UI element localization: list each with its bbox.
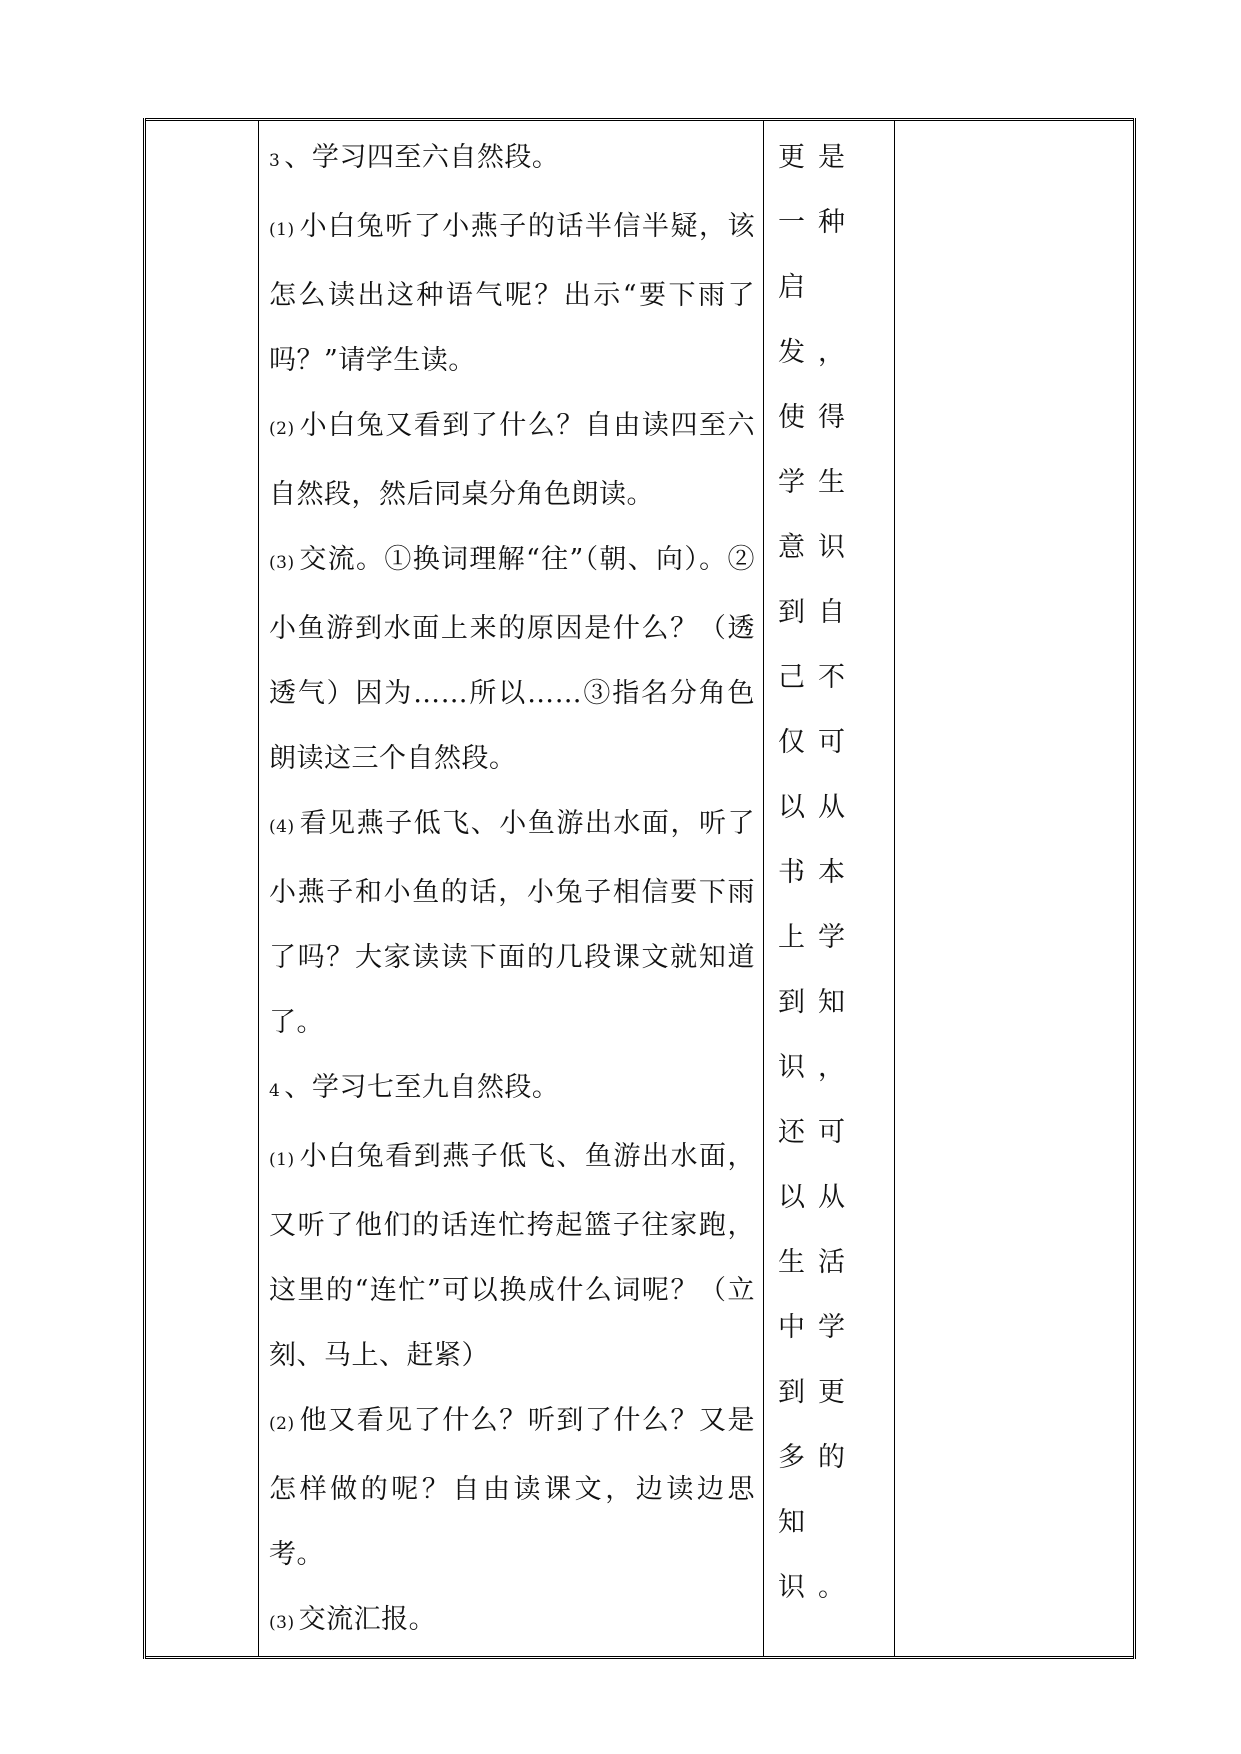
- design-intent-text: 更是一种启发，使得学生意识到自己不仅可以从书本上学到知识，还可以从生活中学到更多的知识。: [778, 142, 858, 1603]
- paragraph-text: 小白兔听了小燕子的话半信半疑，该怎么读出这种语气呢？出示“要下雨了吗？”请学生读。: [269, 211, 755, 376]
- paragraph: [269, 1055, 755, 1124]
- paragraph: [269, 791, 755, 1055]
- item-number: (1): [269, 1150, 295, 1170]
- paragraph-text: 、学习七至九自然段。: [284, 1072, 560, 1103]
- table-row: [145, 120, 1135, 1658]
- paragraph-text: 他又看见了什么？听到了什么？又是怎样做的呢？自由读课文，边读边思考。: [269, 1405, 755, 1570]
- item-number: (2): [269, 419, 295, 439]
- paragraph-text: 交流。①换词理解“往”（朝、向）。②小鱼游到水面上来的原因是什么？（透透气）因为……所以……③指名分角色朗读这三个自然段。: [269, 544, 755, 774]
- paragraph: [269, 393, 755, 527]
- paragraph-text: 小白兔又看到了什么？自由读四至六自然段，然后同桌分角色朗读。: [269, 410, 755, 510]
- item-number: (4): [269, 817, 295, 837]
- design-intent-cell: [764, 120, 895, 1658]
- paragraph: [269, 194, 755, 393]
- item-number: 3: [269, 151, 281, 171]
- paragraph: [269, 125, 755, 194]
- paragraph: [269, 1587, 755, 1656]
- teaching-process-text: [259, 121, 763, 1656]
- item-number: (2): [269, 1414, 295, 1434]
- empty-right-cell: [895, 120, 1135, 1658]
- item-number: (3): [269, 1613, 295, 1633]
- paragraph-text: 小白兔看到燕子低飞、鱼游出水面，又听了他们的话连忙挎起篮子往家跑，这里的“连忙”可以换成什么词呢？（立刻、马上、赶紧）: [269, 1141, 755, 1371]
- paragraph-text: 交流汇报。: [298, 1604, 437, 1635]
- paragraph: [269, 1124, 755, 1388]
- teaching-process-cell: [259, 120, 764, 1658]
- item-number: 4: [269, 1081, 281, 1101]
- paragraph: [269, 527, 755, 791]
- item-number: (3): [269, 553, 295, 573]
- paragraph-text: 、学习四至六自然段。: [284, 142, 560, 173]
- empty-left-cell: [145, 120, 259, 1658]
- paragraph-text: 看见燕子低飞、小鱼游出水面，听了小燕子和小鱼的话，小兔子相信要下雨了吗？大家读读下面的几段课文就知道了。: [269, 808, 755, 1038]
- paragraph: [269, 1388, 755, 1587]
- item-number: (1): [269, 220, 295, 240]
- lesson-plan-table: [143, 118, 1136, 1659]
